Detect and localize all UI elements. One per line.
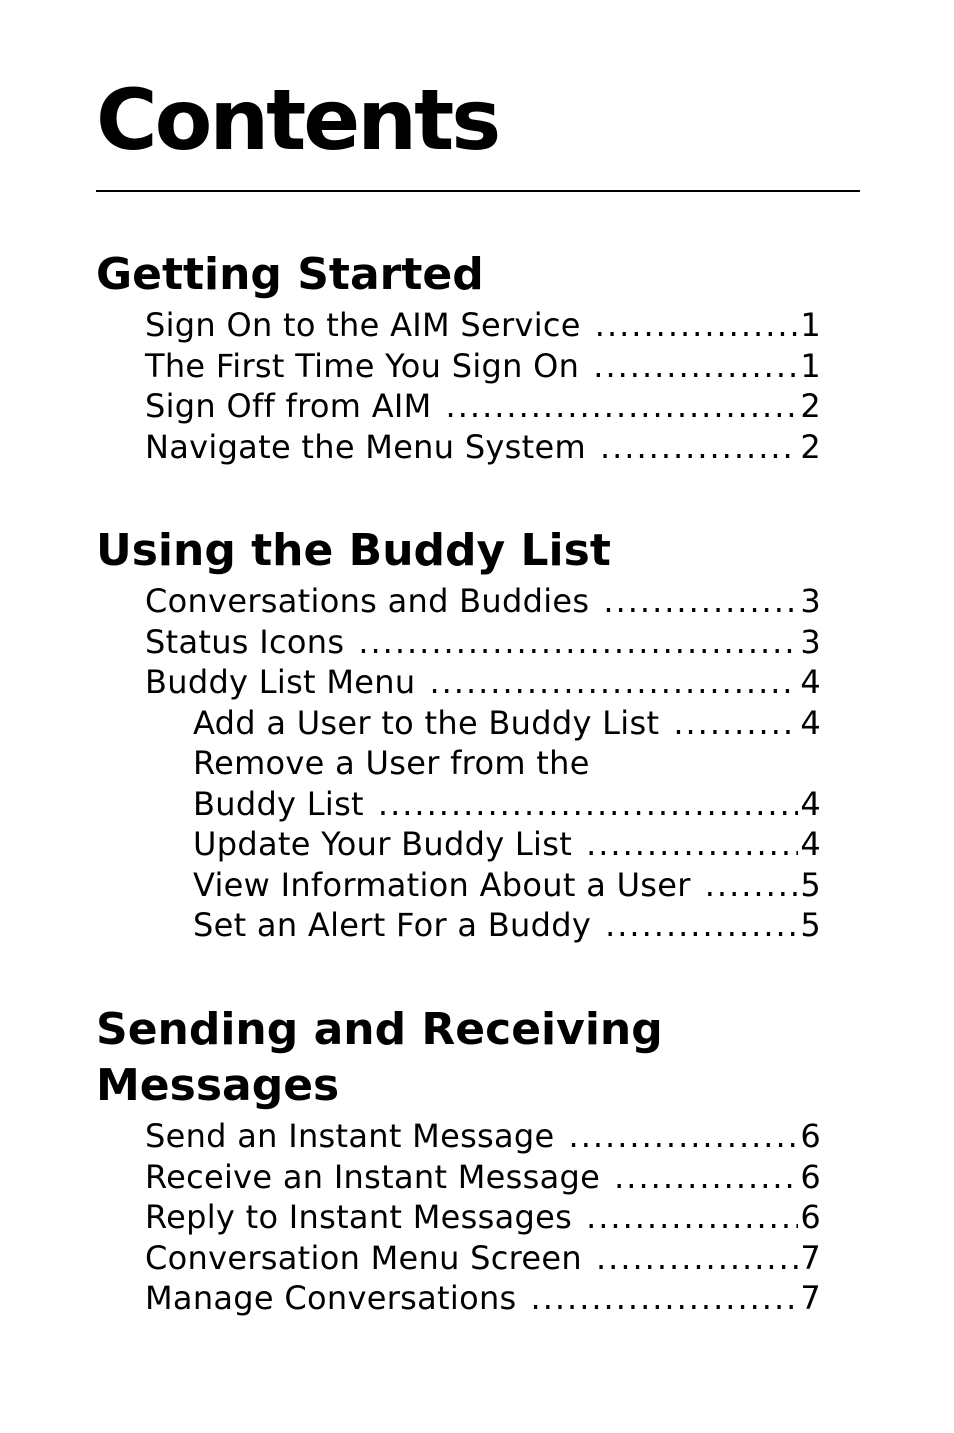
toc-subentry[interactable] xyxy=(193,703,821,744)
toc-page-number: 3 xyxy=(800,582,821,620)
dot-leader xyxy=(605,905,798,946)
dot-leader xyxy=(586,824,798,865)
toc-list xyxy=(96,1116,860,1319)
section-heading-line1: Sending and Receiving xyxy=(96,1004,663,1055)
toc-entry-label: Send an Instant Message xyxy=(145,1117,555,1155)
dot-leader xyxy=(358,622,798,663)
toc-page-number: 7 xyxy=(800,1279,821,1317)
toc-page-number: 5 xyxy=(800,865,821,904)
toc-entry[interactable] xyxy=(145,1197,821,1238)
dot-leader xyxy=(378,784,798,825)
toc-page-number: 6 xyxy=(800,1198,821,1236)
toc-page-number: 2 xyxy=(800,387,821,425)
toc-subentry[interactable] xyxy=(193,824,821,865)
toc-subentry[interactable] xyxy=(193,905,821,946)
toc-page-number: 4 xyxy=(800,784,821,823)
dot-leader xyxy=(586,1197,798,1238)
toc-entry[interactable] xyxy=(145,1238,821,1279)
toc-entry[interactable] xyxy=(145,1278,821,1319)
dot-leader xyxy=(603,581,798,622)
toc-page-number: 7 xyxy=(800,1238,821,1277)
dot-leader xyxy=(593,346,798,387)
dot-leader xyxy=(596,1238,798,1279)
toc-entry[interactable] xyxy=(145,386,821,427)
toc-page-number: 6 xyxy=(800,1117,821,1155)
dot-leader xyxy=(595,305,799,346)
toc-entry[interactable] xyxy=(145,1116,821,1157)
toc-entry-label: The First Time You Sign On xyxy=(145,346,580,385)
toc-entry-label: Receive an Instant Message xyxy=(145,1157,601,1196)
toc-entry-label: Navigate the Menu System xyxy=(145,427,586,466)
dot-leader xyxy=(429,662,798,703)
section-heading-line2: Messages xyxy=(96,1060,340,1111)
section-using-buddy-list xyxy=(96,523,860,946)
toc-page-number: 1 xyxy=(800,306,821,344)
toc-entry-label-line1: Remove a User from the xyxy=(193,744,590,782)
title-divider xyxy=(96,190,860,192)
section-heading: Using the Buddy List xyxy=(96,525,611,576)
dot-leader xyxy=(614,1157,798,1198)
section-heading xyxy=(96,1002,860,1114)
toc-list xyxy=(96,581,860,946)
toc-entry[interactable] xyxy=(145,305,821,346)
dot-leader xyxy=(569,1116,799,1157)
dot-leader xyxy=(705,865,799,906)
section-sending-receiving xyxy=(96,1002,860,1319)
toc-page-number: 4 xyxy=(800,703,821,742)
toc-entry-label: View Information About a User xyxy=(193,865,691,904)
toc-entry-label: Set an Alert For a Buddy xyxy=(193,906,592,944)
section-heading: Getting Started xyxy=(96,249,484,300)
toc-page-number: 1 xyxy=(800,346,821,385)
toc-page-number: 2 xyxy=(800,427,821,466)
toc-entry-label: Add a User to the Buddy List xyxy=(193,703,660,742)
toc-entry-label: Buddy List xyxy=(193,784,364,823)
toc-entry[interactable] xyxy=(145,662,821,703)
toc-entry[interactable] xyxy=(145,346,821,387)
section-getting-started xyxy=(96,247,860,467)
toc-entry-line2 xyxy=(193,784,821,825)
toc-entry-label: Buddy List Menu xyxy=(145,663,416,701)
toc-page-number: 4 xyxy=(800,825,821,863)
toc-subentry-wrapped[interactable] xyxy=(96,743,860,824)
dot-leader xyxy=(600,427,798,468)
toc-entry[interactable] xyxy=(145,427,821,468)
toc-entry[interactable] xyxy=(145,1157,821,1198)
dot-leader xyxy=(531,1278,799,1319)
toc-entry[interactable] xyxy=(145,581,821,622)
dot-leader xyxy=(446,386,799,427)
toc-entry-label: Sign Off from AIM xyxy=(145,387,432,425)
toc-entry[interactable] xyxy=(145,622,821,663)
toc-page-number: 6 xyxy=(800,1157,821,1196)
toc-subentry[interactable] xyxy=(193,865,821,906)
toc-entry-label: Conversation Menu Screen xyxy=(145,1238,582,1277)
toc-entry-label: Status Icons xyxy=(145,622,345,661)
toc-page-number: 3 xyxy=(800,622,821,661)
toc-entry-label: Reply to Instant Messages xyxy=(145,1198,573,1236)
page-title: Contents xyxy=(96,71,499,169)
toc-page-number: 4 xyxy=(800,663,821,701)
toc-page-number: 5 xyxy=(800,906,821,944)
toc-entry-label: Conversations and Buddies xyxy=(145,582,590,620)
toc-entry-label: Sign On to the AIM Service xyxy=(145,306,581,344)
dot-leader xyxy=(673,703,798,744)
toc-entry-label: Manage Conversations xyxy=(145,1279,517,1317)
toc-entry-label: Update Your Buddy List xyxy=(193,825,573,863)
toc-list xyxy=(96,305,860,467)
